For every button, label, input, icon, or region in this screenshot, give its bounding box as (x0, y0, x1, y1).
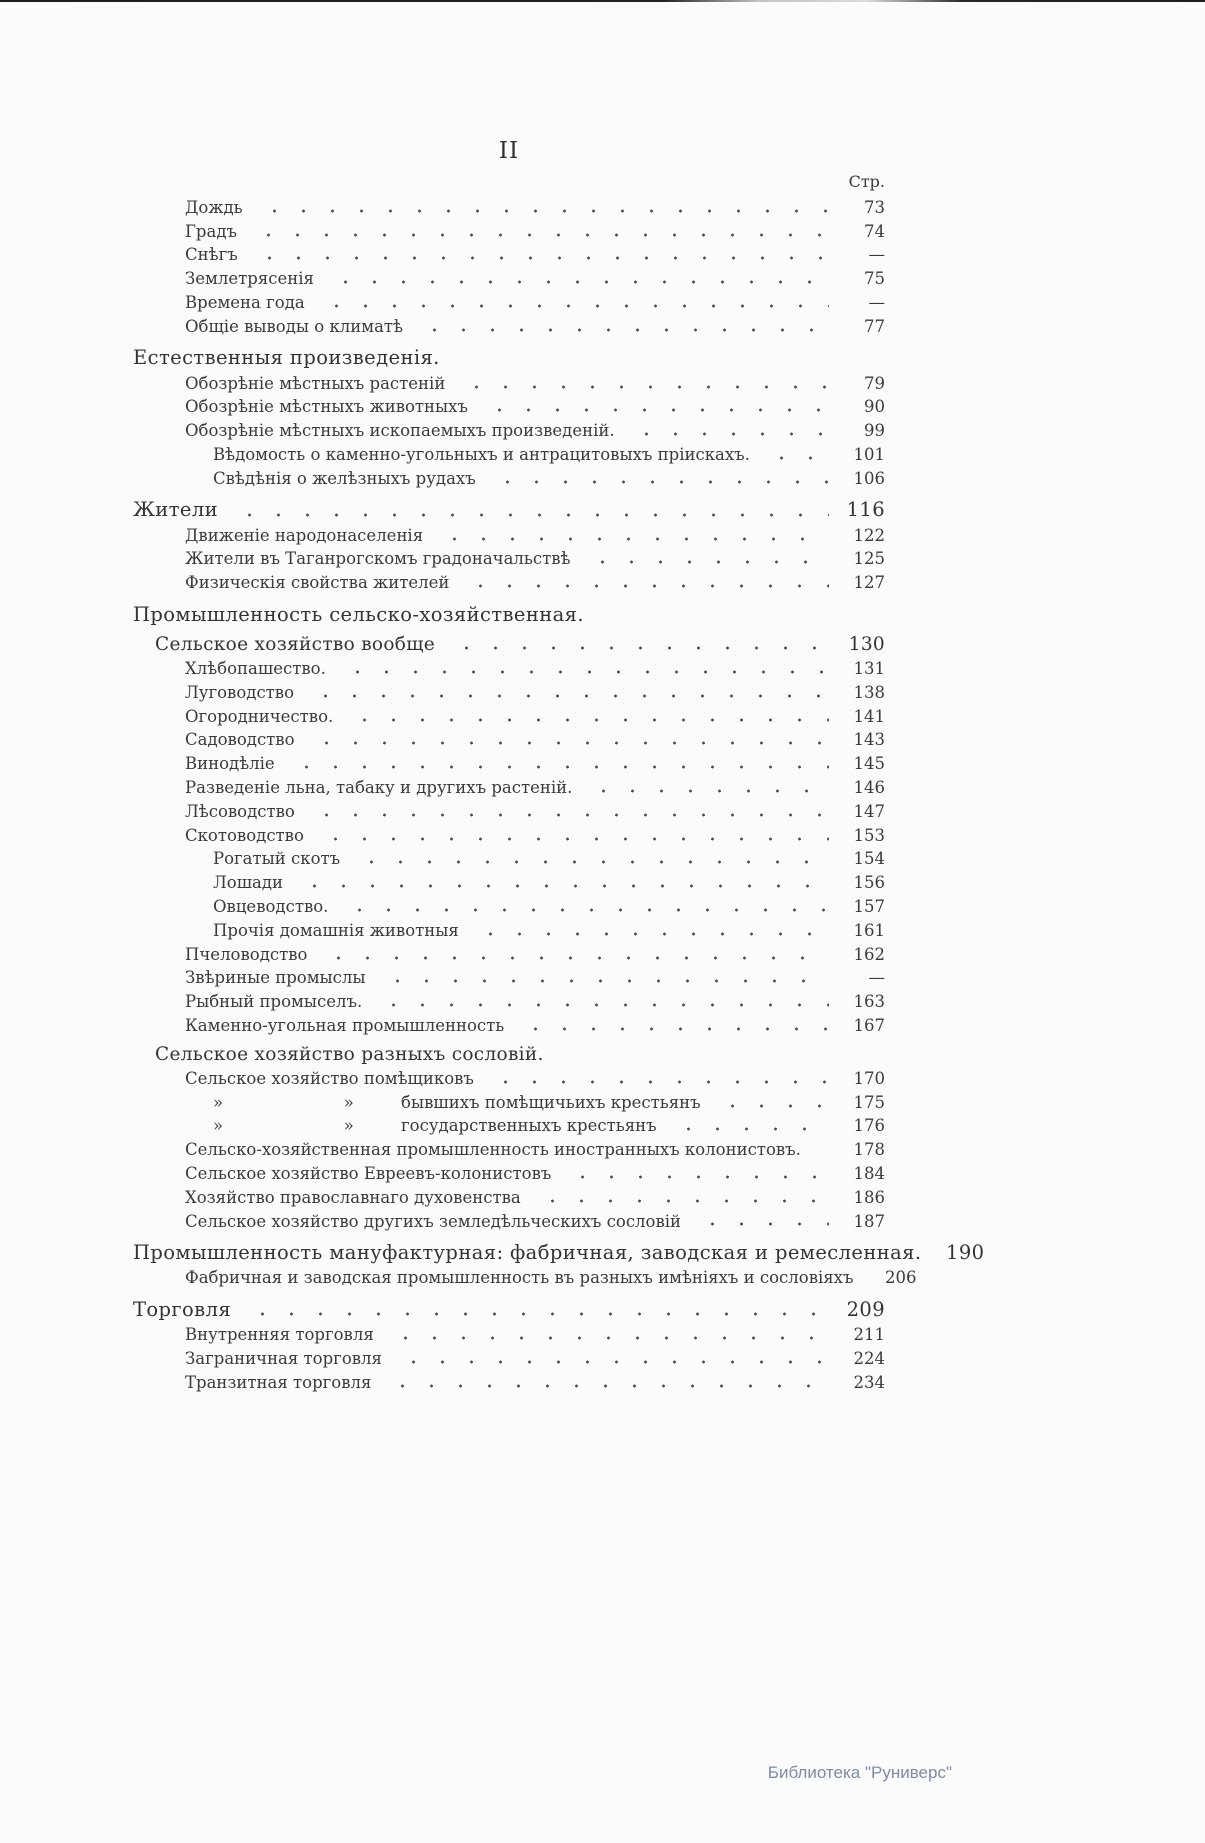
toc-entry-title: Лошади (213, 873, 284, 893)
dot-leader (238, 1311, 829, 1317)
toc-entry-title: Скотоводство (185, 825, 304, 845)
toc-entry-title: Торговля (133, 1297, 232, 1321)
dot-leader (558, 1174, 829, 1180)
toc-row (185, 546, 885, 570)
toc-entry-title: Сельское хозяйство другихъ земледѣльческихъ сословій (185, 1211, 682, 1231)
toc-entry-title: Градъ (185, 221, 237, 241)
toc-entry-page: 170 (853, 1068, 885, 1088)
dot-leader (430, 536, 829, 542)
toc-row (185, 522, 885, 546)
dot-leader (708, 1103, 829, 1109)
dot-leader (664, 1126, 829, 1132)
dot-leader (442, 645, 829, 651)
toc-row (185, 242, 885, 266)
toc-entry-page: 145 (853, 754, 885, 774)
dot-leader (688, 1221, 829, 1227)
dot-leader (314, 955, 829, 961)
dot-leader (622, 431, 829, 437)
toc-entry-page: 175 (853, 1092, 885, 1112)
toc-entry-title: Сельско-хозяйственная промышленность иностранныхъ колонистовъ. (185, 1140, 801, 1160)
toc-entry-title: Фабричная и заводская промышленность въ разныхъ имѣніяхъ и сословіяхъ (185, 1268, 854, 1288)
toc-row (213, 465, 885, 489)
toc-entry-page: 74 (864, 221, 885, 241)
toc-entry-title: Землетрясенія (185, 269, 314, 289)
dot-leader (452, 384, 829, 390)
toc-row (185, 417, 885, 441)
toc-entry-page: 125 (853, 549, 885, 569)
page-number-header: II (498, 138, 520, 164)
toc-row (185, 265, 885, 289)
toc-entry-title: Каменно-угольная промышленность (185, 1015, 505, 1035)
toc-entry-title: Заграничная торговля (185, 1348, 382, 1368)
toc-row (185, 194, 885, 218)
dot-leader (282, 764, 829, 770)
dot-leader (410, 327, 829, 333)
dot-leader (481, 1079, 829, 1085)
toc-row (213, 893, 885, 917)
toc-entry-title: Сельское хозяйство вообще (155, 633, 435, 655)
toc-entry-page: 73 (864, 197, 885, 217)
toc-entry-page: 234 (853, 1372, 885, 1392)
dot-leader (312, 303, 829, 309)
toc-row (133, 337, 885, 370)
dot-leader (456, 583, 829, 589)
dot-leader (335, 907, 829, 913)
dot-leader (302, 812, 829, 818)
toc-entry-title: Луговодство (185, 682, 295, 702)
toc-entry-page: 161 (853, 920, 885, 940)
toc-entry-page: 79 (864, 373, 885, 393)
toc-entry-page: 138 (853, 682, 885, 702)
toc-entry-title: Прочія домашнія животныя (213, 920, 459, 940)
dot-leader (245, 255, 829, 261)
toc-entry-title: » » государственныхъ крестьянъ (213, 1116, 657, 1136)
toc-entry-page: 146 (853, 777, 885, 797)
toc-entry-page: 186 (853, 1187, 885, 1207)
toc-row (185, 1136, 885, 1160)
toc-row (185, 1321, 885, 1345)
dot-leader (250, 208, 829, 214)
dot-leader (389, 1359, 829, 1365)
toc-entry-title: Рыбный промыселъ. (185, 992, 363, 1012)
dot-leader (311, 836, 829, 842)
dot-leader (757, 455, 829, 461)
toc-row (185, 218, 885, 242)
toc-entry-title: Садоводство (185, 730, 295, 750)
toc-entry-page: — (868, 968, 885, 988)
toc-row (185, 750, 885, 774)
dot-leader (578, 559, 829, 565)
toc-row (185, 1369, 885, 1393)
toc-row (155, 1036, 885, 1065)
toc-row (213, 917, 885, 941)
toc-row (213, 1113, 885, 1137)
toc-entry-title: Дождь (185, 197, 243, 217)
toc-entry-title: Промышленность сельско-хозяйственная. (133, 602, 584, 626)
table-of-contents (133, 194, 985, 1393)
toc-entry-page: 184 (853, 1163, 885, 1183)
toc-row (133, 1231, 985, 1265)
toc-entry-page: — (868, 293, 885, 313)
toc-entry-page: 116 (846, 498, 885, 522)
toc-entry-title: Общіе выводы о климатѣ (185, 316, 403, 336)
toc-entry-page: 206 (884, 1268, 917, 1288)
toc-row (185, 988, 885, 1012)
toc-entry-page: 153 (853, 825, 885, 845)
toc-entry-page: 90 (864, 397, 885, 417)
toc-entry-title: Свѣдѣнія о желѣзныхъ рудахъ (213, 468, 476, 488)
toc-entry-title: Сельское хозяйство разныхъ сословій. (155, 1043, 544, 1065)
toc-entry-title: Внутренняя торговля (185, 1325, 374, 1345)
toc-entry-title: Овцеводство. (213, 896, 329, 916)
dot-leader (378, 1383, 829, 1389)
toc-entry-title: Пчеловодство (185, 944, 308, 964)
toc-entry-page: 187 (853, 1211, 885, 1231)
toc-entry-title: Хозяйство православнаго духовенства (185, 1187, 521, 1207)
dot-leader (333, 669, 829, 675)
toc-row (185, 1345, 885, 1369)
toc-entry-page: 209 (846, 1297, 885, 1321)
dot-leader (302, 740, 829, 746)
toc-entry-title: Хлѣбопашество. (185, 658, 326, 678)
toc-entry-page: 224 (853, 1348, 885, 1368)
toc-entry-title: Промышленность мануфактурная: фабричная, заводская и ремесленная. (133, 1241, 922, 1265)
toc-entry-title: Жители въ Таганрогскомъ градоначальствѣ (185, 549, 571, 569)
dot-leader (579, 788, 829, 794)
toc-row (133, 593, 885, 626)
toc-entry-page: 106 (853, 468, 885, 488)
toc-row (185, 655, 885, 679)
toc-row (185, 965, 885, 989)
toc-entry-page: 77 (864, 316, 885, 336)
toc-row (185, 703, 885, 727)
toc-row (213, 441, 885, 465)
toc-row (185, 1264, 917, 1288)
toc-row (185, 313, 885, 337)
toc-entry-title: Времена года (185, 293, 305, 313)
toc-entry-title: Жители (133, 498, 219, 522)
toc-entry-title: Звѣриные промыслы (185, 968, 366, 988)
toc-row (185, 394, 885, 418)
toc-row (213, 869, 885, 893)
toc-entry-title: Сельское хозяйство Евреевъ-колонистовъ (185, 1163, 552, 1183)
toc-row (185, 727, 885, 751)
toc-entry-page: — (868, 245, 885, 265)
dot-leader (301, 693, 829, 699)
toc-row (185, 822, 885, 846)
toc-row (213, 1089, 885, 1113)
toc-entry-page: 130 (848, 633, 885, 655)
toc-entry-title: Огородничество. (185, 706, 334, 726)
toc-entry-title: Физическія свойства жителей (185, 573, 450, 593)
toc-entry-page: 141 (853, 706, 885, 726)
toc-entry-page: 101 (853, 445, 885, 464)
toc-row (185, 1012, 885, 1036)
toc-entry-page: 147 (853, 801, 885, 821)
toc-entry-page: 157 (853, 896, 885, 916)
dot-leader (290, 883, 829, 889)
toc-entry-title: Винодѣліе (185, 754, 275, 774)
toc-row (155, 626, 885, 655)
toc-entry-title: » » бывшихъ помѣщичьихъ крестьянъ (213, 1092, 701, 1112)
toc-row (185, 798, 885, 822)
dot-leader (528, 1198, 829, 1204)
toc-row (185, 1184, 885, 1208)
toc-entry-page: 162 (853, 944, 885, 964)
toc-entry-title: Обозрѣніе мѣстныхъ растеній (185, 373, 446, 393)
toc-entry-page: 122 (853, 525, 885, 545)
dot-leader (347, 859, 829, 865)
toc-row (185, 1208, 885, 1232)
toc-row (185, 289, 885, 313)
toc-row (185, 1160, 885, 1184)
toc-entry-page: 211 (853, 1325, 885, 1345)
dot-leader (483, 479, 829, 485)
toc-entry-page: 75 (864, 269, 885, 289)
toc-entry-page: 131 (853, 658, 885, 678)
toc-entry-title: Лѣсоводство (185, 801, 295, 821)
page-column-header: Стр. (848, 172, 885, 191)
toc-row (133, 1288, 885, 1321)
toc-row (213, 846, 885, 870)
toc-entry-page: 167 (853, 1015, 885, 1035)
toc-entry-page: 127 (853, 573, 885, 593)
dot-leader (225, 512, 829, 518)
toc-entry-title: Снѣгъ (185, 245, 238, 265)
dot-leader (808, 1150, 829, 1156)
toc-entry-title: Движеніе народонаселенія (185, 525, 424, 545)
dot-leader (373, 978, 829, 984)
dot-leader (340, 717, 829, 723)
toc-entry-page: 190 (946, 1241, 985, 1265)
toc-entry-page: 156 (853, 873, 885, 893)
toc-row (185, 941, 885, 965)
dot-leader (244, 232, 829, 238)
dot-leader (466, 931, 829, 937)
toc-entry-title: Сельское хозяйство помѣщиковъ (185, 1068, 474, 1088)
toc-row (185, 774, 885, 798)
toc-entry-title: Обозрѣніе мѣстныхъ ископаемыхъ произведеній. (185, 421, 615, 441)
toc-entry-title: Разведеніе льна, табаку и другихъ растеній. (185, 777, 573, 797)
dot-leader (475, 407, 829, 413)
toc-row (185, 679, 885, 703)
toc-entry-page: 176 (853, 1116, 885, 1136)
toc-entry-page: 143 (853, 730, 885, 750)
toc-row (185, 1065, 885, 1089)
toc-entry-title: Естественныя произведенія. (133, 346, 440, 370)
dot-leader (369, 1002, 829, 1008)
toc-entry-title: Рогатый скотъ (213, 849, 341, 869)
dot-leader (511, 1026, 829, 1032)
library-watermark: Библиотека "Руниверс" (767, 1763, 952, 1782)
toc-row (185, 370, 885, 394)
toc-row (185, 569, 885, 593)
toc-entry-page: 99 (864, 421, 885, 441)
toc-entry-title: Транзитная торговля (185, 1372, 372, 1392)
toc-entry-page: 154 (853, 849, 885, 869)
toc-entry-page: 178 (853, 1140, 885, 1160)
dot-leader (321, 279, 829, 285)
toc-row (133, 489, 885, 522)
scanned-page (133, 0, 985, 1393)
toc-entry-page: 163 (853, 992, 885, 1012)
toc-entry-title: Обозрѣніе мѣстныхъ животныхъ (185, 397, 468, 417)
toc-entry-title: Вѣдомость о каменно-угольныхъ и антрацитовыхъ пріискахъ. (213, 445, 750, 464)
dot-leader (381, 1335, 829, 1341)
